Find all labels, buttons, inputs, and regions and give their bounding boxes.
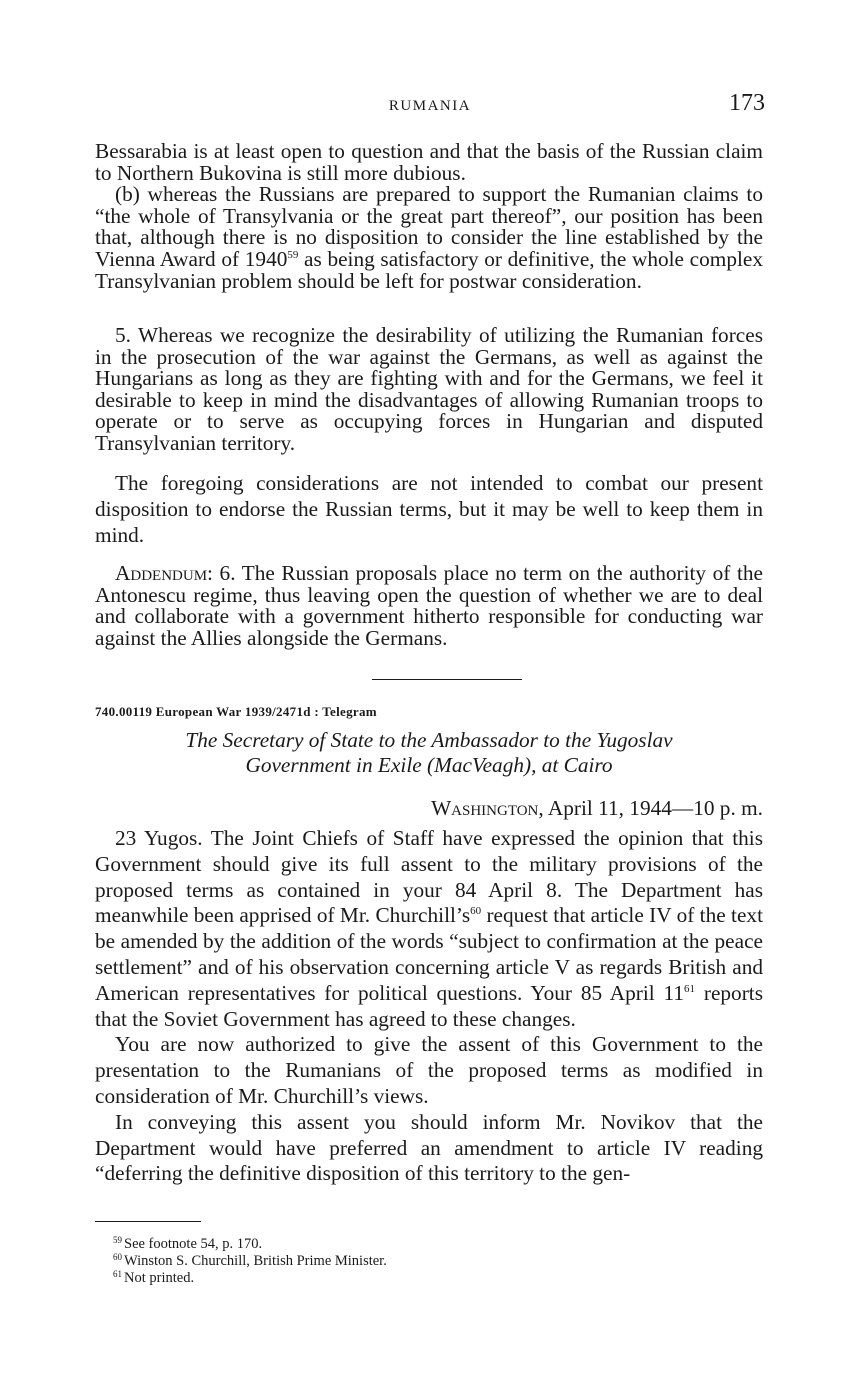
telegram-body [95,826,763,1187]
foregoing-paragraph [95,470,763,548]
footnote-61 [113,1270,387,1287]
footnote-divider [95,1221,201,1222]
footnote-number: 61 [113,1269,122,1279]
footnote-60 [113,1253,387,1270]
file-reference: 740.00119 European War 1939/2471d : Telegram [95,704,377,719]
body-paragraph-3: In conveying this assent you should inform Mr. Novikov that the Department would have preferred an amendment to article IV reading “deferring the definitive disposition of this territory to the gen- [95,1109,763,1186]
footnote-59 [113,1236,387,1253]
dateline-place: Washington [431,796,539,820]
footnote-ref-59: 59 [287,248,299,261]
intro-paragraph-1: Bessarabia is at least open to question and that the basis of the Russian claim to Northern Bukovina is still more dubious. [95,139,763,185]
addendum-text [95,563,763,649]
footnote-number: 60 [113,1252,122,1262]
body-p1-b: request that article IV of the text be amended by the addition of the words “subject to confirmation at the peace settlement” and of his observation concerning article V as regards British and American representatives for political questions. Your 85 April 11 [95,903,763,1005]
body-paragraph-1 [95,826,763,1032]
intro-p2-text: (b) whereas the Russians are prepared to support the Rumanian claims to “the whole of Transylvania or the great part thereof”, our position has been that, although there is no disposition to consider the line established by the Vienna Award of 1940 [95,182,763,271]
intro-paragraph-2 [95,184,763,292]
footnote-text: Not printed. [124,1270,195,1286]
footnote-number: 59 [113,1235,122,1245]
footnote-text: Winston S. Churchill, British Prime Minister. [124,1253,387,1269]
intro-section [95,141,763,292]
point-5-paragraph [95,325,763,455]
title-line-1: The Secretary of State to the Ambassador to the Yugoslav [185,728,673,752]
footnote-ref-60: 60 [470,905,482,918]
title-line-2: Government in Exile (MacVeagh), at Cairo [245,753,613,777]
footnote-text: See footnote 54, p. 170. [124,1236,263,1252]
body-p1-a: 23 Yugos. The Joint Chiefs of Staff have expressed the opinion that this Government should give its full assent to the military provisions of the proposed terms as contained in your 84 April 8. The Department has meanwhile been apprised of Mr. Churchill’s [95,826,763,928]
dateline [431,796,763,821]
running-head: RUMANIA [388,98,472,114]
body-paragraph-2: You are now authorized to give the assent of this Government to the presentation to the Rumanians of the proposed terms as modified in consideration of Mr. Churchill’s views. [95,1032,763,1108]
intro-p2-end: as being satisfactory or definitive, the whole complex Transylvanian problem should be left for postwar consideration. [95,246,763,293]
point-5-text: 5. Whereas we recognize the desirability of utilizing the Rumanian forces in the prosecution of the war against the Germans, as well as against the Hungarians as long as they are fighting with and for the Germans, we feel it desirable to keep in mind the disadvantages of allowing Rumanian troops to operate or to serve as occupying forces in Hungarian and disputed Transylvanian territory. [95,323,763,455]
page-number: 173 [729,90,765,116]
document-title [95,728,763,778]
addendum-body: : 6. The Russian proposals place no term on the authority of the Antonescu regime, thus leaving open the question of whether we are to deal and collaborate with a government hitherto responsible for conducting war against the Allies alongside the Germans. [95,561,763,650]
foregoing-text: The foregoing considerations are not intended to combat our present disposition to endorse the Russian terms, but it may be well to keep them in mind. [95,471,763,547]
footnotes [113,1236,387,1287]
addendum-label: Addendum [115,561,208,585]
section-divider [372,679,522,680]
footnote-ref-61: 61 [684,982,696,995]
addendum-paragraph [95,563,763,649]
dateline-date: , April 11, 1944—10 p. m. [538,796,763,820]
body-p1-c: reports that the Soviet Government has agreed to these changes. [95,980,764,1031]
page-header [95,90,765,124]
